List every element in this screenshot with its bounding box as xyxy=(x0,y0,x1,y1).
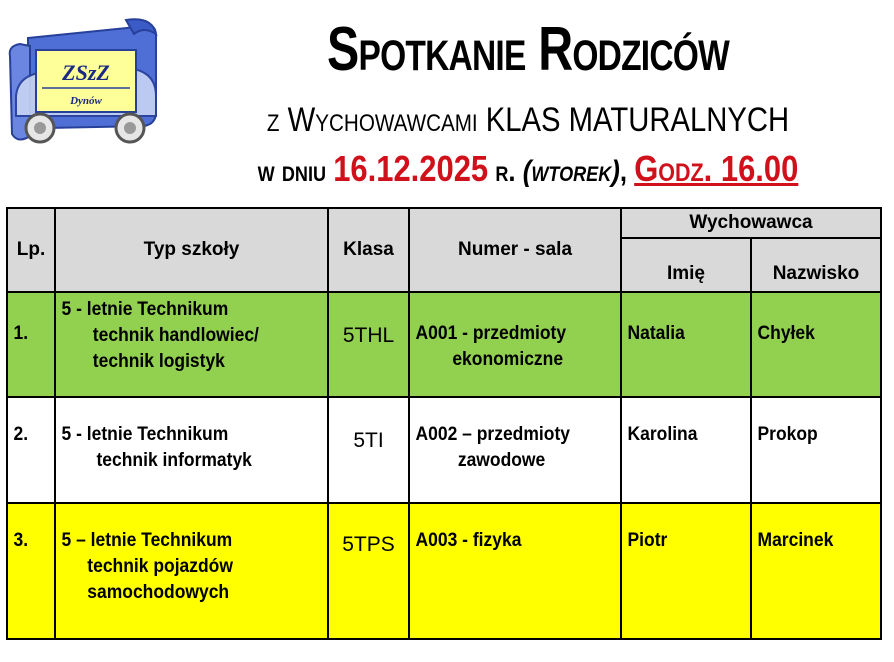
table-row xyxy=(8,504,880,638)
row-typ-line: 5 - letnie Technikum xyxy=(61,424,229,445)
header-nazwisko: Nazwisko xyxy=(752,239,880,291)
row-typ-line: technik logistyk xyxy=(92,351,225,372)
meeting-day: (wtorek) xyxy=(522,155,620,188)
row-typ-line: 5 - letnie Technikum xyxy=(61,299,229,320)
header-typ: Typ szkoły xyxy=(56,209,327,291)
table-row xyxy=(8,398,880,502)
meeting-date: 16.12.2025 xyxy=(333,148,489,189)
date-r: r. xyxy=(495,155,516,188)
row-sala-line: zawodowe xyxy=(457,450,546,471)
table-header-row xyxy=(8,209,880,237)
row-lp: 2. xyxy=(13,424,29,445)
row-klasa: 5TPS xyxy=(342,533,395,556)
meeting-time: Godz. 16.00 xyxy=(634,148,799,189)
logo-subtext: Dynów xyxy=(70,95,102,107)
row-nazwisko: Marcinek xyxy=(757,530,834,551)
row-klasa: 5TI xyxy=(353,429,384,452)
table-row xyxy=(8,293,880,396)
row-typ-line: technik pojazdów xyxy=(87,556,233,577)
row-sala xyxy=(410,293,603,373)
row-sala: A003 - fizyka xyxy=(415,530,522,551)
row-sala-line: A002 – przedmioty xyxy=(415,424,570,445)
meeting-date-line xyxy=(218,146,837,195)
date-comma: , xyxy=(619,155,628,188)
header-imie: Imię xyxy=(622,239,750,291)
page-subtitle: z Wychowawcami KLAS MATURALNYCH xyxy=(266,101,790,139)
row-typ-line: technik handlowiec/ xyxy=(92,325,259,346)
row-sala xyxy=(410,398,603,474)
row-lp: 1. xyxy=(13,323,29,344)
school-logo xyxy=(6,16,164,150)
header-numer-sala: Numer - sala xyxy=(410,209,620,291)
row-sala-line: A001 - przedmioty xyxy=(415,323,567,344)
schedule-table xyxy=(6,207,882,640)
header-klasa: Klasa xyxy=(329,209,408,291)
row-lp: 3. xyxy=(13,530,29,551)
row-typ-line: samochodowych xyxy=(87,582,230,603)
page-title: Spotkanie Rodziców xyxy=(327,15,729,84)
row-imie: Karolina xyxy=(627,424,698,445)
row-sala-line: ekonomiczne xyxy=(452,349,564,370)
header-wychowawca: Wychowawca xyxy=(622,209,880,237)
row-typ-line: technik informatyk xyxy=(96,450,252,471)
row-typ-line: 5 – letnie Technikum xyxy=(61,530,233,551)
row-klasa: 5THL xyxy=(342,324,395,347)
header-lp: Lp. xyxy=(8,209,54,291)
row-nazwisko: Prokop xyxy=(757,424,818,445)
row-imie: Piotr xyxy=(627,530,668,551)
row-typ xyxy=(56,398,305,474)
date-prefix: w dniu xyxy=(257,155,327,188)
row-typ xyxy=(56,504,305,606)
row-typ xyxy=(56,293,305,375)
row-imie: Natalia xyxy=(627,323,685,344)
row-nazwisko: Chyłek xyxy=(757,323,815,344)
logo-text: ZSzZ xyxy=(62,60,110,85)
